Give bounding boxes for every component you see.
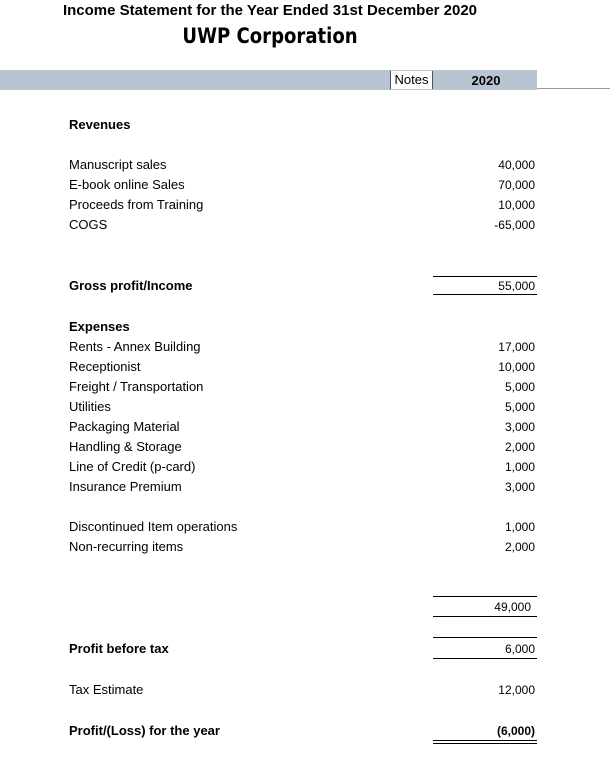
total-expenses-underline [433, 616, 537, 617]
gross-profit-rule [433, 276, 537, 277]
revenue-label: E-book online Sales [69, 177, 185, 192]
statement-title: Income Statement for the Year Ended 31st December 2020 [62, 2, 478, 19]
revenue-label: Proceeds from Training [69, 197, 204, 212]
expense-label: Line of Credit (p-card) [69, 459, 196, 474]
total-expenses-amount: 49,000 [494, 600, 531, 614]
expenses-heading: Expenses [69, 319, 130, 334]
expense-amount: 17,000 [498, 340, 535, 354]
profit-before-tax-label: Profit before tax [69, 641, 169, 656]
expense-amount: 1,000 [504, 460, 535, 474]
expense-label: Freight / Transportation [69, 379, 204, 394]
expense-amount: 10,000 [498, 360, 535, 374]
expense-amount: 5,000 [504, 380, 535, 394]
tax-estimate-label: Tax Estimate [69, 682, 144, 697]
tax-estimate-amount: 12,000 [498, 683, 535, 697]
profit-before-tax-amount: 6,000 [504, 642, 535, 656]
other-item-label: Non-recurring items [69, 539, 184, 554]
expense-label: Utilities [69, 399, 111, 414]
revenue-amount: 40,000 [498, 158, 535, 172]
profit-for-year-label: Profit/(Loss) for the year [69, 723, 220, 738]
gross-profit-underline [433, 294, 537, 295]
expense-label: Handling & Storage [69, 439, 182, 454]
revenue-amount: -65,000 [494, 218, 535, 232]
profit-for-year-amount: (6,000) [496, 724, 535, 738]
other-item-amount: 1,000 [504, 520, 535, 534]
expense-label: Insurance Premium [69, 479, 182, 494]
expense-label: Packaging Material [69, 419, 180, 434]
expense-amount: 2,000 [504, 440, 535, 454]
profit-before-tax-rule [433, 637, 537, 638]
gross-profit-amount: 55,000 [498, 279, 535, 293]
other-item-amount: 2,000 [504, 540, 535, 554]
revenue-label: Manuscript sales [69, 157, 167, 172]
profit-for-year-double-rule-top [433, 740, 537, 741]
notes-column-header: Notes [390, 71, 433, 89]
revenues-heading: Revenues [69, 117, 131, 132]
expense-amount: 3,000 [504, 480, 535, 494]
total-expenses-rule [433, 596, 537, 597]
profit-for-year-double-rule-bottom [433, 743, 537, 744]
gross-profit-label: Gross profit/Income [69, 278, 193, 293]
expense-label: Rents - Annex Building [69, 339, 201, 354]
revenue-amount: 10,000 [498, 198, 535, 212]
revenue-label: COGS [69, 217, 108, 232]
year-column-header: 2020 [471, 73, 501, 88]
other-item-label: Discontinued Item operations [69, 519, 238, 534]
expense-amount: 5,000 [504, 400, 535, 414]
expense-amount: 3,000 [504, 420, 535, 434]
revenue-amount: 70,000 [498, 178, 535, 192]
profit-before-tax-underline [433, 658, 537, 659]
company-name: UWP Corporation [182, 24, 358, 48]
expense-label: Receptionist [69, 359, 141, 374]
